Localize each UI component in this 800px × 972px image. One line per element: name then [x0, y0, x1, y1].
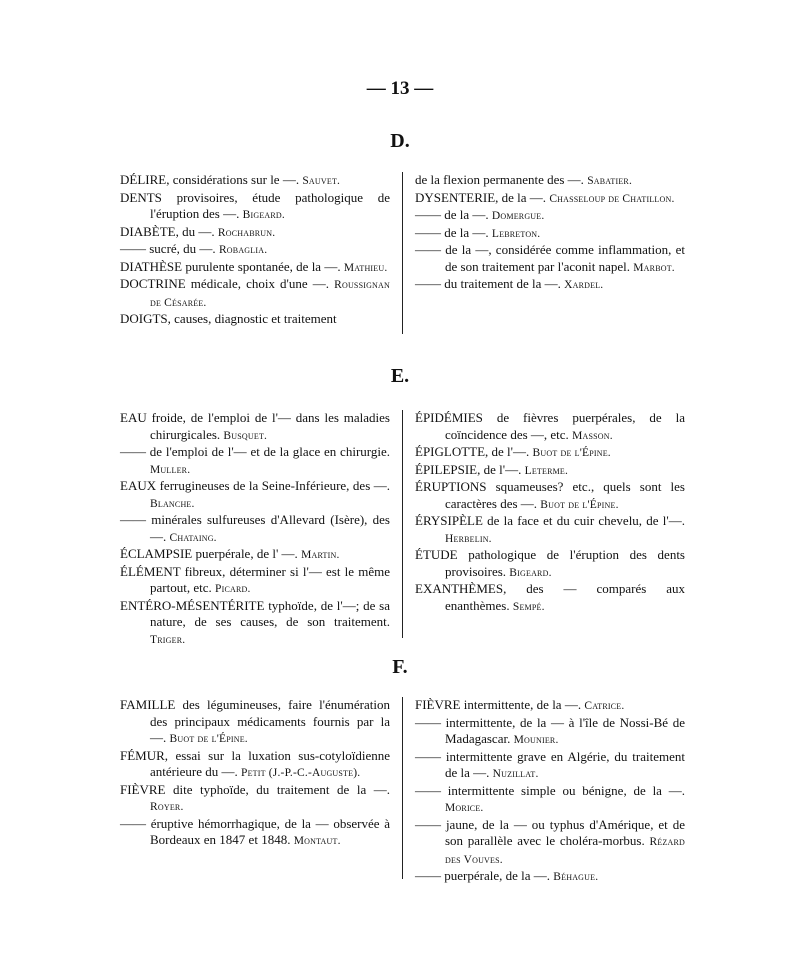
- index-entry: ÉCLAMPSIE puerpérale, de l' —. Martin.: [120, 546, 340, 561]
- index-entry: —— éruptive hémorrhagique, de la — observée à Bordeaux en 1847 et 1848. Montaut.: [120, 815, 390, 847]
- index-entry: —— intermittente grave en Algérie, du traitement de la —. Nuzillat.: [415, 748, 685, 780]
- section-e-right-column: [415, 410, 685, 638]
- section-letter-d: D.: [390, 130, 410, 152]
- index-entry: de la flexion permanente des —. Sabatier.: [415, 172, 633, 187]
- index-entry: EAU froide, de l'emploi de l'— dans les maladies chirurgicales. Busquet.: [120, 410, 390, 442]
- index-entry: —— de l'emploi de l'— et de la glace en chirurgie. Muller.: [120, 444, 390, 476]
- index-entry: ENTÉRO-MÉSENTÉRITE typhoïde, de l'—; de sa nature, de ses causes, de son traitement. Triger.: [120, 597, 390, 646]
- index-entry: DIABÈTE, du —. Rochabrun.: [120, 223, 276, 239]
- index-entry: DOIGTS, causes, diagnostic et traitement: [120, 311, 337, 326]
- section-e: [120, 410, 685, 646]
- index-entry: FÉMUR, essai sur la luxation sus-cotyloïdienne antérieure du —. Petit (J.-P.-C.-Auguste).: [120, 747, 390, 779]
- section-d-right-column: [415, 172, 685, 334]
- index-entry: DIATHÈSE purulente spontanée, de la —. Mathieu.: [120, 258, 388, 274]
- index-entry: —— de la —, considérée comme inflammation, et de son traitement par l'aconit napel. Marbot.: [415, 242, 685, 274]
- page-number: — 13 —: [366, 78, 434, 99]
- index-entry: ÉLÉMENT fibreux, déterminer si l'— est le même partout, etc. Picard.: [120, 563, 390, 595]
- column-divider: [402, 410, 403, 638]
- index-entry: —— jaune, de la — ou typhus d'Amérique, et de son parallèle avec le choléra-morbus. Rézard des Vouves.: [415, 816, 685, 866]
- index-entry: —— de la —. Domergue.: [415, 207, 545, 222]
- index-entry: DYSENTERIE, de la —. Chasseloup de Chatillon.: [415, 189, 675, 205]
- index-entry: DÉLIRE, considérations sur le —. Sauvet.: [120, 172, 341, 187]
- index-entry: —— minérales sulfureuses d'Allevard (Isère), des —. Chataing.: [120, 512, 390, 544]
- index-entry: ÉRUPTIONS squameuses? etc., quels sont les caractères des —. Buot de l'Épine.: [415, 479, 685, 511]
- index-entry: FAMILLE des légumineuses, faire l'énumération des principaux médicaments fournis par la —. Buot de l'Épine.: [120, 697, 390, 745]
- index-entry: DOCTRINE médicale, choix d'une —. Roussignan de Césarée.: [120, 276, 390, 309]
- index-entry: —— intermittente simple ou bénigne, de la —. Morice.: [415, 782, 685, 814]
- index-entry: ÉTUDE pathologique de l'éruption des dents provisoires. Bigeard.: [415, 547, 685, 579]
- index-entry: EAUX ferrugineuses de la Seine-Inférieure, des —. Blanche.: [120, 478, 390, 510]
- section-e-left-column: [120, 410, 390, 646]
- section-letter-f: F.: [392, 656, 408, 678]
- column-divider: [402, 697, 403, 879]
- index-entry: ÉPIGLOTTE, de l'—. Buot de l'Épine.: [415, 444, 611, 459]
- index-entry: —— de la —. Lebreton.: [415, 224, 541, 240]
- index-entry: DENTS provisoires, étude pathologique de l'éruption des —. Bigeard.: [120, 189, 390, 221]
- index-entry: FIÈVRE intermittente, de la —. Catrice.: [415, 697, 625, 712]
- index-entry: ÉRYSIPÈLE de la face et du cuir chevelu, de l'—. Herbelin.: [415, 513, 685, 545]
- column-divider: [402, 172, 403, 334]
- section-f-right-column: [415, 697, 685, 883]
- section-d-left-column: [120, 172, 390, 334]
- index-entry: —— intermittente, de la — à l'île de Nossi-Bé de Madagascar. Mounier.: [415, 714, 685, 746]
- index-entry: ÉPIDÉMIES de fièvres puerpérales, de la coïncidence des —, etc. Masson.: [415, 410, 685, 442]
- index-entry: EXANTHÈMES, des — comparés aux enanthèmes. Sempé.: [415, 581, 685, 613]
- index-entry: —— sucré, du —. Robaglia.: [120, 241, 268, 256]
- section-f-left-column: [120, 697, 390, 879]
- index-entry: FIÈVRE dite typhoïde, du traitement de la —. Royer.: [120, 781, 390, 813]
- section-d: [120, 172, 685, 334]
- section-f: [120, 697, 685, 883]
- section-letter-e: E.: [390, 365, 410, 387]
- index-entry: —— du traitement de la —. Xardel.: [415, 276, 604, 291]
- index-entry: —— puerpérale, de la —. Béhague.: [415, 868, 599, 883]
- index-entry: ÉPILEPSIE, de l'—. Leterme.: [415, 461, 569, 477]
